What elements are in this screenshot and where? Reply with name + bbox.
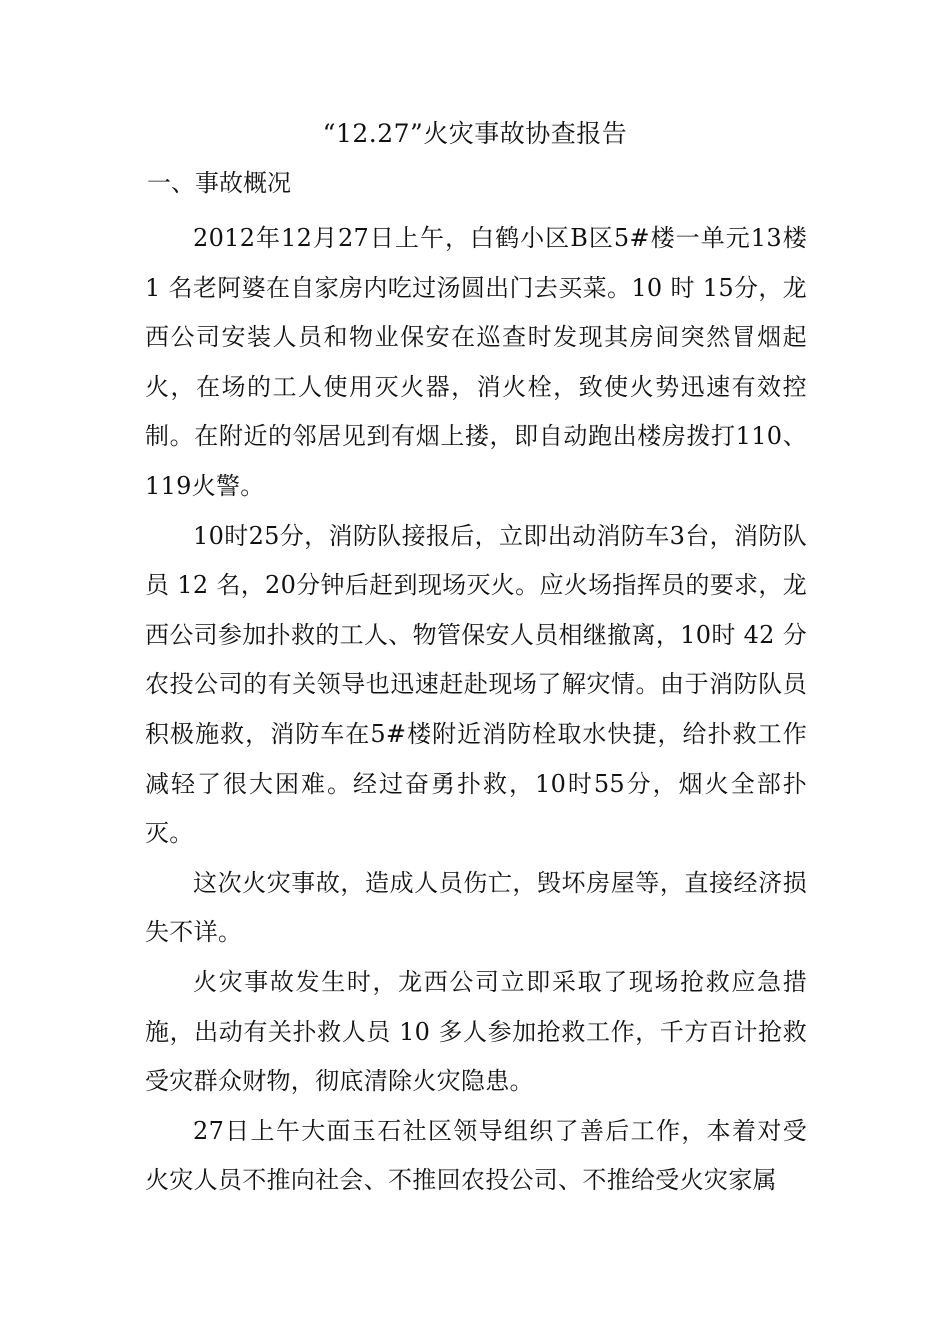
paragraph-aftermath: 27日上午大面玉石社区领导组织了善后工作，本着对受火灾人员不推向社会、不推回农投公司、不推给受火灾家属 xyxy=(145,1116,807,1195)
paragraph-emergency-measures: 火灾事故发生时，龙西公司立即采取了现场抢救应急措施，出动有关扑救人员 10 多人参加抢救工作，千方百计抢救受灾群众财物，彻底清除火灾隐患。 xyxy=(145,967,807,1096)
section-heading: 一、事故概况 xyxy=(147,169,291,197)
paragraph-incident-discovery: 2012年12月27日上午，白鹤小区B区5#楼一单元13楼 1 名老阿婆在自家房内吃过汤圆出门去买菜。10 时 15分，龙西公司安装人员和物业保安在巡查时发现其房间突然冒烟起火，在场的工人使用灭火器，消火栓，致使火势迅速有效控制。在附近的邻居见到有烟上搂，即自动跑出楼房拨打110、119火警。 xyxy=(145,224,807,500)
paragraph-losses: 这次火灾事故，造成人员伤亡，毁坏房屋等，直接经济损失不详。 xyxy=(145,868,807,947)
report-body xyxy=(145,214,807,1206)
report-title: “12.27”火灾事故协查报告 xyxy=(322,119,628,148)
paragraph-fire-response: 10时25分，消防队接报后，立即出动消防车3台，消防队员 12 名，20分钟后赶到现场灭火。应火场指挥员的要求，龙西公司参加扑救的工人、物管保安人员相继撤离，10时 42 分农投公司的有关领导也迅速赶赴现场了解灾情。由于消防队员积极施救，消防车在5#楼附近消防栓取水快捷，给扑救工作减轻了很大困难。经过奋勇扑救，10时55分，烟火全部扑灭。 xyxy=(145,521,807,848)
